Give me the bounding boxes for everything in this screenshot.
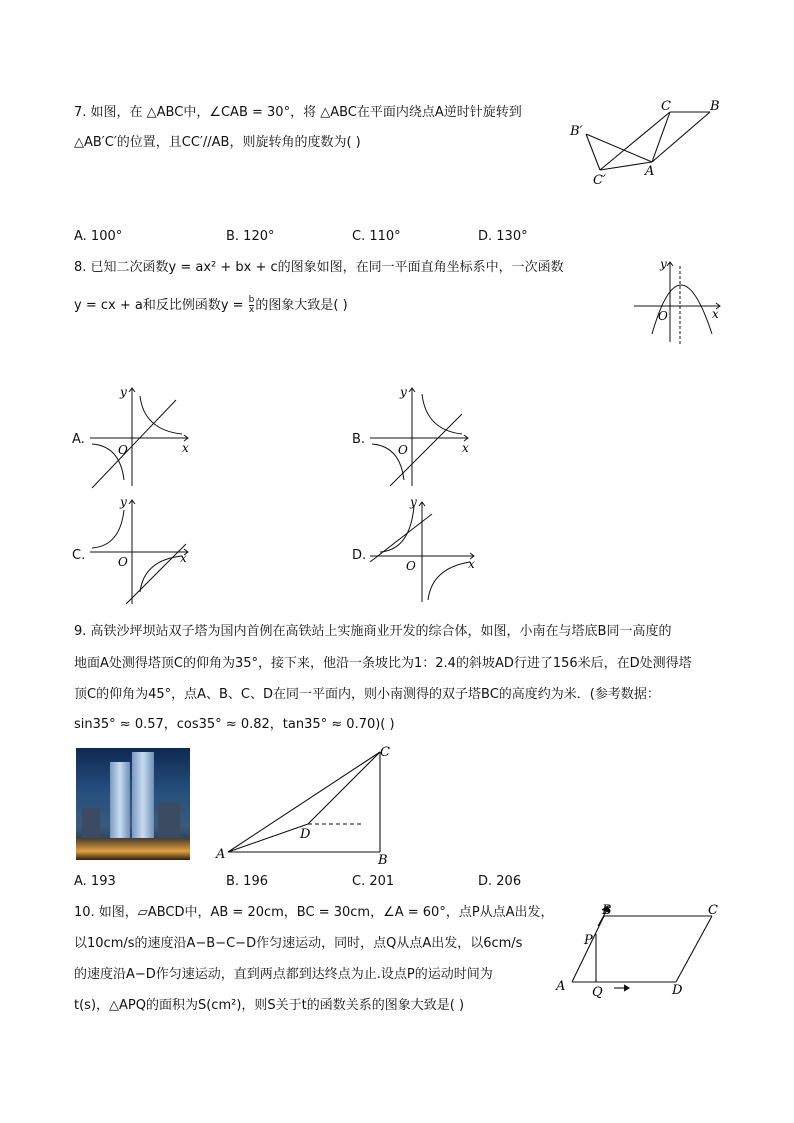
q7-option-b[interactable]: B. 120°	[226, 229, 275, 244]
q7-text-line1: 7. 如图，在 △ABC中，∠CAB = 30°，将 △ABC在平面内绕点A逆时针旋转到	[74, 105, 522, 120]
q8-d-y: y	[410, 496, 417, 509]
q8-c-y: y	[120, 495, 127, 509]
q10-text-line4: t(s)，△APQ的面积为S(cm²)，则S关于t的函数关系的图象大致是( )	[74, 998, 465, 1013]
q10-text-line1: 10. 如图，▱ABCD中，AB = 20cm，BC = 30cm，∠A = 60°，点P从点A出发，	[74, 905, 554, 920]
q9-option-a[interactable]: A. 193	[74, 874, 116, 889]
q7-option-a[interactable]: A. 100°	[74, 229, 123, 244]
q8-graph-a[interactable]	[86, 382, 196, 492]
q8-option-c[interactable]: C.	[72, 548, 86, 563]
q8-graph-d[interactable]	[366, 496, 482, 606]
q9-text-line3: 顶C的仰角为45°，点A、B、C、D在同一平面内，则小南测得的双子塔BC的高度约为米．(参考数据：	[74, 687, 660, 702]
q8-parabola-figure	[630, 254, 726, 346]
q8-text-line1: 8. 已知二次函数y = ax² + bx + c的图象如图，在同一平面直角坐标系中，一次函数	[74, 260, 564, 275]
q10-text-line3: 的速度沿A−D作匀速运动，直到两点都到达终点为止.设点P的运动时间为	[74, 967, 493, 982]
q8-graph-c[interactable]	[86, 492, 196, 608]
q9-text-line4: sin35° ≈ 0.57，cos35° ≈ 0.82，tan35° ≈ 0.70)( )	[74, 717, 395, 732]
q10-label-B: B	[602, 903, 612, 918]
q7-label-C: C	[661, 99, 671, 114]
q10-label-P: P	[584, 933, 593, 948]
q8-a-y: y	[120, 385, 127, 399]
q8-graph-b[interactable]	[366, 382, 476, 492]
twin-towers-photo	[76, 748, 190, 860]
q9-label-B: B	[378, 853, 388, 866]
q9-option-d[interactable]: D. 206	[478, 874, 522, 889]
q8-fig-o: O	[658, 309, 668, 323]
q9-option-b[interactable]: B. 196	[226, 874, 268, 889]
q10-label-Q: Q	[592, 985, 603, 1000]
q8-text-line2b: 的图象大致是( )	[255, 298, 348, 313]
q8-d-o: O	[406, 559, 416, 573]
q7-label-A: A	[645, 164, 655, 179]
q10-label-C: C	[708, 903, 718, 918]
q8-fig-y: y	[660, 257, 667, 271]
q9-label-D: D	[300, 827, 311, 842]
q7-label-Bp: B′	[570, 124, 583, 139]
q9-text-line1: 9. 高铁沙坪坝站双子塔为国内首例在高铁站上实施商业开发的综合体，如图，小南在与塔底B同一高度的	[74, 624, 672, 639]
q7-option-d[interactable]: D. 130°	[478, 229, 528, 244]
q8-option-a[interactable]: A.	[72, 432, 85, 447]
q8-b-y: y	[400, 385, 407, 399]
q8-frac-den: x	[248, 305, 255, 315]
q8-b-o: O	[398, 443, 408, 457]
q8-c-x: x	[180, 551, 187, 565]
q7-triangle-figure	[560, 98, 730, 190]
q8-option-b[interactable]: B.	[352, 432, 366, 447]
q8-a-x: x	[182, 441, 189, 455]
q10-label-D: D	[672, 983, 683, 998]
q9-label-C: C	[380, 745, 390, 760]
q7-label-B: B	[710, 99, 720, 114]
q9-label-A: A	[216, 847, 226, 862]
q10-parallelogram-figure	[552, 902, 728, 1000]
q8-c-o: O	[118, 555, 128, 569]
q10-text-line2: 以10cm/s的速度沿A−B−C−D作匀速运动，同时，点Q从点A出发，以6cm/s	[74, 936, 523, 951]
q9-text-line2: 地面A处测得塔顶C的仰角为35°，接下来，他沿一条坡比为1：2.4的斜坡AD行进了156米后，在D处测得塔	[74, 656, 692, 671]
q8-a-o: O	[118, 443, 128, 457]
q8-text-line2a: y = cx + a和反比例函数y =	[74, 298, 248, 313]
q8-b-x: x	[462, 441, 469, 455]
q10-label-A: A	[556, 979, 566, 994]
q8-fraction	[249, 296, 255, 315]
q8-option-d[interactable]: D.	[352, 548, 367, 563]
q8-d-x: x	[468, 557, 475, 571]
q7-text-line2: △AB′C′的位置，且CC′//AB，则旋转角的度数为( )	[74, 135, 361, 150]
q7-option-c[interactable]: C. 110°	[352, 229, 401, 244]
q7-label-Cp: C′	[593, 173, 606, 188]
q9-slope-figure	[212, 742, 398, 866]
q8-text-line2	[74, 296, 348, 315]
q8-fig-x: x	[712, 307, 719, 321]
q8-frac-num: b	[248, 295, 255, 305]
q9-option-c[interactable]: C. 201	[352, 874, 395, 889]
